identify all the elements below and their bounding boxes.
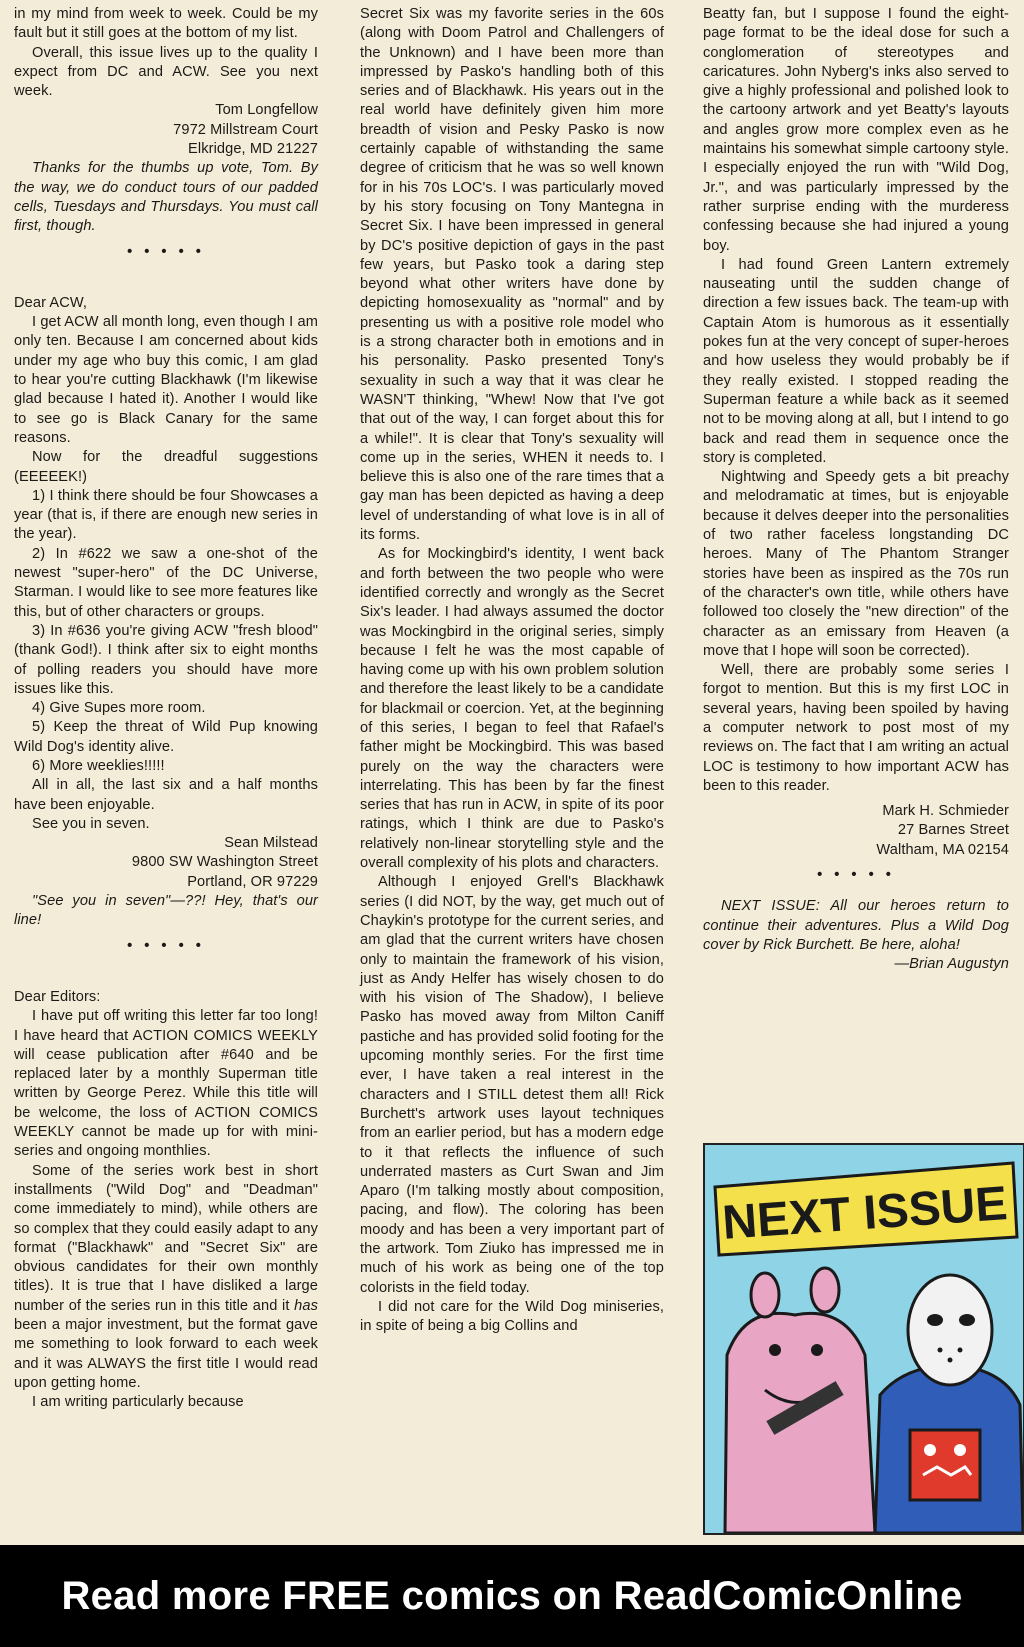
- letter-paragraph: Now for the dreadful suggestions (EEEEEK!): [14, 449, 318, 485]
- letter-signature: [703, 802, 1009, 860]
- letter-paragraph: I am writing particularly because: [32, 1394, 244, 1411]
- editor-credit: —Brian Augustyn: [894, 956, 1009, 973]
- site-banner: [0, 1545, 1024, 1647]
- letter-paragraph: I did not care for the Wild Dog miniseries, in spite of being a big Collins and: [360, 1298, 664, 1335]
- banner-text: Read more FREE comics on ReadComicOnline: [61, 1573, 963, 1618]
- promo-headline: NEXT ISSUE: [720, 1177, 1010, 1250]
- reply-emphasis: line!: [14, 912, 42, 929]
- red-dog-emblem: [910, 1430, 980, 1500]
- letter-paragraph: Beatty fan, but I suppose I found the eight-page format to be the ideal dose for such a conglomeration of stereotypes and caricatures. John Nyberg's inks also served to give a highly professional and polished look to the cartoony artwork and yet Beatty's layouts and angles grow more complex even as he maintains his somewhat simple cartoony style. I especially enjoyed the run with "Wild Dog, Jr.", and was particularly impressed by the rather surprise ending with the murderess confessing because she had injured a young boy.: [703, 6, 1009, 254]
- signature-name: Sean Milstead: [224, 835, 318, 852]
- letters-column-3: [703, 5, 1009, 975]
- signature-street: 9800 SW Washington Street: [131, 854, 318, 871]
- paragraph-text: Some of the series work best in short installments ("Wild Dog" and "Deadman" come immediately to mind), while others are so complex that they could easily adapt to any format ("Blackhawk" and "Secret Six" are obvious candidates for their own monthly titles). It is true that I have disliked a large number of the series run in this title and it: [14, 1162, 318, 1314]
- signature-name: Tom Longfellow: [215, 102, 318, 119]
- section-divider: • • • • •: [127, 937, 205, 954]
- signature-street: 7972 Millstream Court: [173, 121, 318, 138]
- letter-paragraph: As for Mockingbird's identity, I went back and forth between the two people who were identified correctly and wrongly as the Secret Six's leader. I had always assumed the doctor was Mockingbird in the original series, simply because I felt he was the most capable of having come up with his own problem solution and therefore the least likely to be a candidate for blackmail or coercion. Yet, at the beginning of this series, I began to feel that Rafael's father might be Mockingbird. This was based purely on the way the characters were interrelating. This has been by far the finest series that has run in ACW, in spite of its poor ratings, which I think are due to Pasko's relatively non-linear storytelling style and the overall complexity of his plots and characters.: [360, 546, 664, 872]
- next-issue-promo-panel: [703, 1143, 1024, 1535]
- editor-reply: [14, 892, 318, 931]
- letter-paragraph: All in all, the last six and a half months have been enjoyable.: [14, 777, 318, 813]
- letter-paragraph: Nightwing and Speedy gets a bit preachy and melodramatic at times, but is enjoyable because it delves deeper into the personalities of two rather faceless longstanding DC heroes. Many of The Phantom Stranger stories have been as inspired as the 70s run of the character's own title, while others have followed too closely the "new direction" of the character as an emissary from Heaven (a move that I hope will soon be corrected).: [703, 469, 1009, 659]
- pink-dog-figure: [725, 1313, 875, 1533]
- letter-paragraph: See you in seven.: [32, 815, 150, 832]
- letter-paragraph: 3) In #636 you're giving ACW "fresh blood" (thank God!). I think after six to eight months of polling readers you should have more issues like this.: [14, 622, 318, 697]
- letter-paragraph: Well, there are probably some series I forgot to mention. But this is my first LOC in several years, having been spoiled by having a computer network to post most of my reviews on. The fact that I am writing an actual LOC is testimony to how important ACW has been to this reader.: [703, 662, 1009, 794]
- letter-paragraph: Although I enjoyed Grell's Blackhawk series (I did NOT, by the way, get much out of Chaykin's prototype for the current series, and am glad that the current writers have chosen only to maintain the framework of his vision, just as Andy Helfer has wisely chosen to do with his vision of The Shadow), I believe Pasko has moved away from Milton Caniff pastiche and has provided solid footing for the upcoming monthly series. For the first time ever, I have taken a real interest in the characters and I STILL detest them all! Rick Burchett's artwork uses layout techniques from an earlier period, but has a modern edge to it that reflects the influence of such underrated masters as Curt Swan and Jim Aparo (I'm talking mostly about composition, pacing, and flow). The coloring has been moody and has been a very important part of the artwork. Tom Ziuko has impressed me in much of his work as being one of the top colorists in the field today.: [360, 874, 664, 1296]
- letter-paragraph: 4) Give Supes more room.: [32, 700, 206, 717]
- signature-name: Mark H. Schmieder: [882, 803, 1009, 820]
- paragraph-text: been a major investment, but the format gave me something to look forward to each week and it was ALWAYS the first title I would read upon getting home.: [14, 1317, 318, 1391]
- signature-city: Elkridge, MD 21227: [188, 141, 318, 158]
- letter-salutation: Dear Editors:: [14, 988, 101, 1005]
- letter-paragraph: 6) More weeklies!!!!!: [32, 757, 165, 774]
- letter-paragraph: 2) In #622 we saw a one-shot of the newest "super-hero" of the DC Universe, Starman. I would like to see more features like this, but of other characters or groups.: [14, 545, 319, 620]
- section-divider: • • • • •: [127, 243, 205, 260]
- signature-city: Waltham, MA 02154: [876, 841, 1009, 858]
- letter-paragraph: in my mind from week to week. Could be my fault but it still goes at the bottom of my list.: [14, 6, 318, 42]
- paragraph-emphasis: has: [294, 1297, 318, 1314]
- letter-salutation: Dear ACW,: [14, 294, 88, 311]
- letter-paragraph: [14, 1162, 318, 1394]
- letter-paragraph: I have put off writing this letter far too long! I have heard that ACTION COMICS WEEKLY will cease publication after #640 and be replaced later by a monthly Superman title written by George Perez. While this title will be welcome, the loss of ACTION COMICS WEEKLY cannot be made up for with mini-series and ongoing monthlies.: [14, 1008, 318, 1160]
- next-issue-blurb: NEXT ISSUE: All our heroes return to continue their adventures. Plus a Wild Dog cover by Rick Burchett. Be here, aloha!: [703, 898, 1009, 953]
- signature-street: 27 Barnes Street: [897, 822, 1009, 839]
- hockey-mask: [908, 1275, 992, 1385]
- section-divider: • • • • •: [817, 867, 895, 884]
- letters-column-1: [14, 5, 318, 1412]
- letter-paragraph: I had found Green Lantern extremely nauseating until the sudden change of direction a few issues back. The team-up with Captain Atom is humorous as it essentially pokes fun at the very concept of super-heroes and how useless they would probably be if they really existed. I stopped reading the Superman feature a while back as it seemed not to be moving along at all, but I intend to go back and read them in sequence once the story is completed.: [703, 256, 1009, 466]
- next-issue-illustration: [705, 1145, 1023, 1533]
- letter-paragraph: Secret Six was my favorite series in the 60s (along with Doom Patrol and Challengers of the Unknown) and I have been more than impressed by Pasko's handling both of this series and of Blackhawk. His years out in the real world have definitely given him more breadth of vision and Pesky Pasko is now certainly capable of withstanding the same degree of criticism that he was so well known for in his 70s LOC's. I was particularly moved by his story focusing on Tony Mantegna in Secret Six. I have been impressed in general by DC's positive depiction of gays in the past few years, but Pasko took a daring step beyond what other writers have done by depicting homosexuality as "normal" and by presenting us with a positive role model who is a strong character both in emotions and in his personality. Pasko presented Tony's sexuality in such a way that it was clear he WASN'T thinking, "Whew! Now that I've got that out of the way, I can forget about this for a while!". It is clear that Tony's sexuality will come up in the series, WHEN it needs to. I believe this is also one of the rare times that a gay man has been depicted as having a deep level of understanding of what love is in all of its forms.: [360, 6, 664, 544]
- letter-signature: [14, 101, 318, 159]
- letters-column-2: [360, 5, 664, 1336]
- reply-text: "See you in seven"—??! Hey, that's our: [32, 893, 318, 910]
- letter-signature: [14, 834, 318, 892]
- letter-paragraph: Overall, this issue lives up to the quality I expect from DC and ACW. See you next week.: [14, 44, 318, 100]
- letter-paragraph: 5) Keep the threat of Wild Pup knowing Wild Dog's identity alive.: [14, 719, 318, 755]
- letter-paragraph: I get ACW all month long, even though I am only ten. Because I am concerned about kids under my age who buy this comic, I am glad to hear you're cutting Blackhawk (I'm likewise glad because I hated it). Another I would like to see go is Black Canary for the same reasons.: [14, 314, 318, 446]
- letter-paragraph: 1) I think there should be four Showcases a year (that is, if there are enough new series in the year).: [14, 487, 318, 543]
- editor-reply: Thanks for the thumbs up vote, Tom. By the way, we do conduct tours of our padded cells, Tuesdays and Thursdays. You must call first, though.: [14, 160, 318, 235]
- signature-city: Portland, OR 97229: [187, 873, 318, 890]
